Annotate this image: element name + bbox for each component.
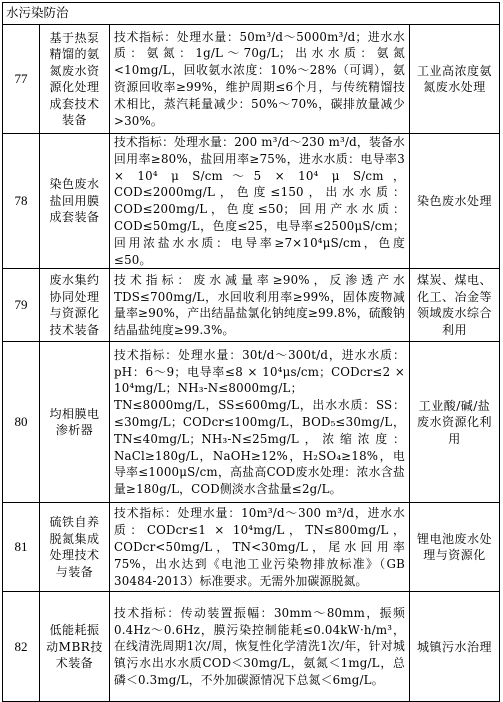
application-scope: 工业高浓度氨氮废水处理 [410,25,500,134]
application-scope: 锂电池废水处理与资源化 [410,503,500,592]
technical-specs: 技术指标：处理水量：50m³/d～5000m³/d；进水水质：氨氮：1g/L～70g/L；出水水质：氨氮<10mg/L，回收氨水浓度：10%～28%（可调），氨资源回收率≥99%，维护周期≤6个月，与传统精馏技术相比，蒸汽耗量减少：50%～70%，碳排放量减少>30%。 [110,25,410,134]
equipment-name: 废水集约协同处理与资源化技术装备 [40,269,110,342]
row-number: 80 [3,342,40,503]
section-title: 水污染防治 [3,3,500,25]
row-number: 82 [3,592,40,702]
technical-specs: 技术指标：处理水量：30t/d～300t/d，进水水质：pH：6～9；电导率≤8 × 10⁴μs/cm；CODcr≤2 × 10⁴mg/L；NH₃-N≤8000mg/L；TN≤8000mg/L，SS≤600mg/L，出水水质：SS：≤30mg/L；CODcr≤100mg/L，BOD₅≤30mg/L，TN≤40mg/L；NH₃-N≤25mg/L，浓缩浓度：NaCl≥180g/L，NaOH≥12%，H₂SO₄≥18%，电导率≤1000μS/cm，高盐高COD废水处理：浓水含盐量≥180g/L，COD侧淡水含盐量≤2g/L。 [110,342,410,503]
row-number: 77 [3,25,40,134]
table-row [3,25,500,134]
table-row [3,134,500,269]
equipment-name: 低能耗振动MBR技术装备 [40,592,110,702]
equipment-name: 硫铁自养脱氮集成处理技术与装备 [40,503,110,592]
row-number: 79 [3,269,40,342]
row-number: 78 [3,134,40,269]
technical-specs: 技术指标：传动装置振幅：30mm～80mm，振频0.4Hz～0.6Hz，膜污染控制能耗≤0.04kW·h/m³，在线清洗周期1次/周，恢复性化学清洗1次/年，针对城镇污水出水水质COD＜30mg/L，氨氮＜1mg/L，总磷＜0.3mg/L，不外加碳源情况下总氮＜6mg/L。 [110,592,410,702]
row-number: 81 [3,503,40,592]
equipment-name: 均相膜电渗析器 [40,342,110,503]
table-row [3,342,500,503]
section-header-row [3,3,500,25]
application-scope: 染色废水处理 [410,134,500,269]
technical-specs: 技术指标：处理水量：200 m³/d～230 m³/d，装备水回用率≥80%，盐回用率≥75%，进水水质：电导率3 × 10⁴ μ S/cm～5 × 10⁴ μ S/cm，COD≤2000mg/L，色度≤150，出水水质：COD≤200mg/L，色度≤50；回用产水水质：COD≤50mg/L，色度≤25，电导率≤2500μS/cm；回用浓盐水水质：电导率≥7×10⁴μS/cm，色度≤50。 [110,134,410,269]
table-row [3,269,500,342]
application-scope: 煤炭、煤电、化工、冶金等领域废水综合利用 [410,269,500,342]
application-scope: 城镇污水治理 [410,592,500,702]
technical-specs: 技术指标：处理水量：10m³/d～300 m³/d，进水水质：CODcr≤1 × 10⁴mg/L，TN≤800mg/L，CODcr<50mg/L，TN<30mg/L，尾水回用率75%，出水达到《电池工业污染物排放标准》（GB 30484-2013）标准要求。无需外加碳源脱氮。 [110,503,410,592]
equipment-name: 基于热泵精馏的氨氮废水资源化处理成套技术装备 [40,25,110,134]
application-scope: 工业酸/碱/盐废水资源化利用 [410,342,500,503]
equipment-name: 染色废水盐回用膜成套装备 [40,134,110,269]
equipment-table [2,2,500,702]
technical-specs: 技术指标：废水减量率≥90%，反渗透产水TDS≤700mg/L，水回收利用率≥99%，固体废物减量率≥90%，产出结晶盐氯化钠纯度≥99.8%，硫酸钠结晶盐纯度≥99.3%。 [110,269,410,342]
table-row [3,503,500,592]
table-row [3,592,500,702]
